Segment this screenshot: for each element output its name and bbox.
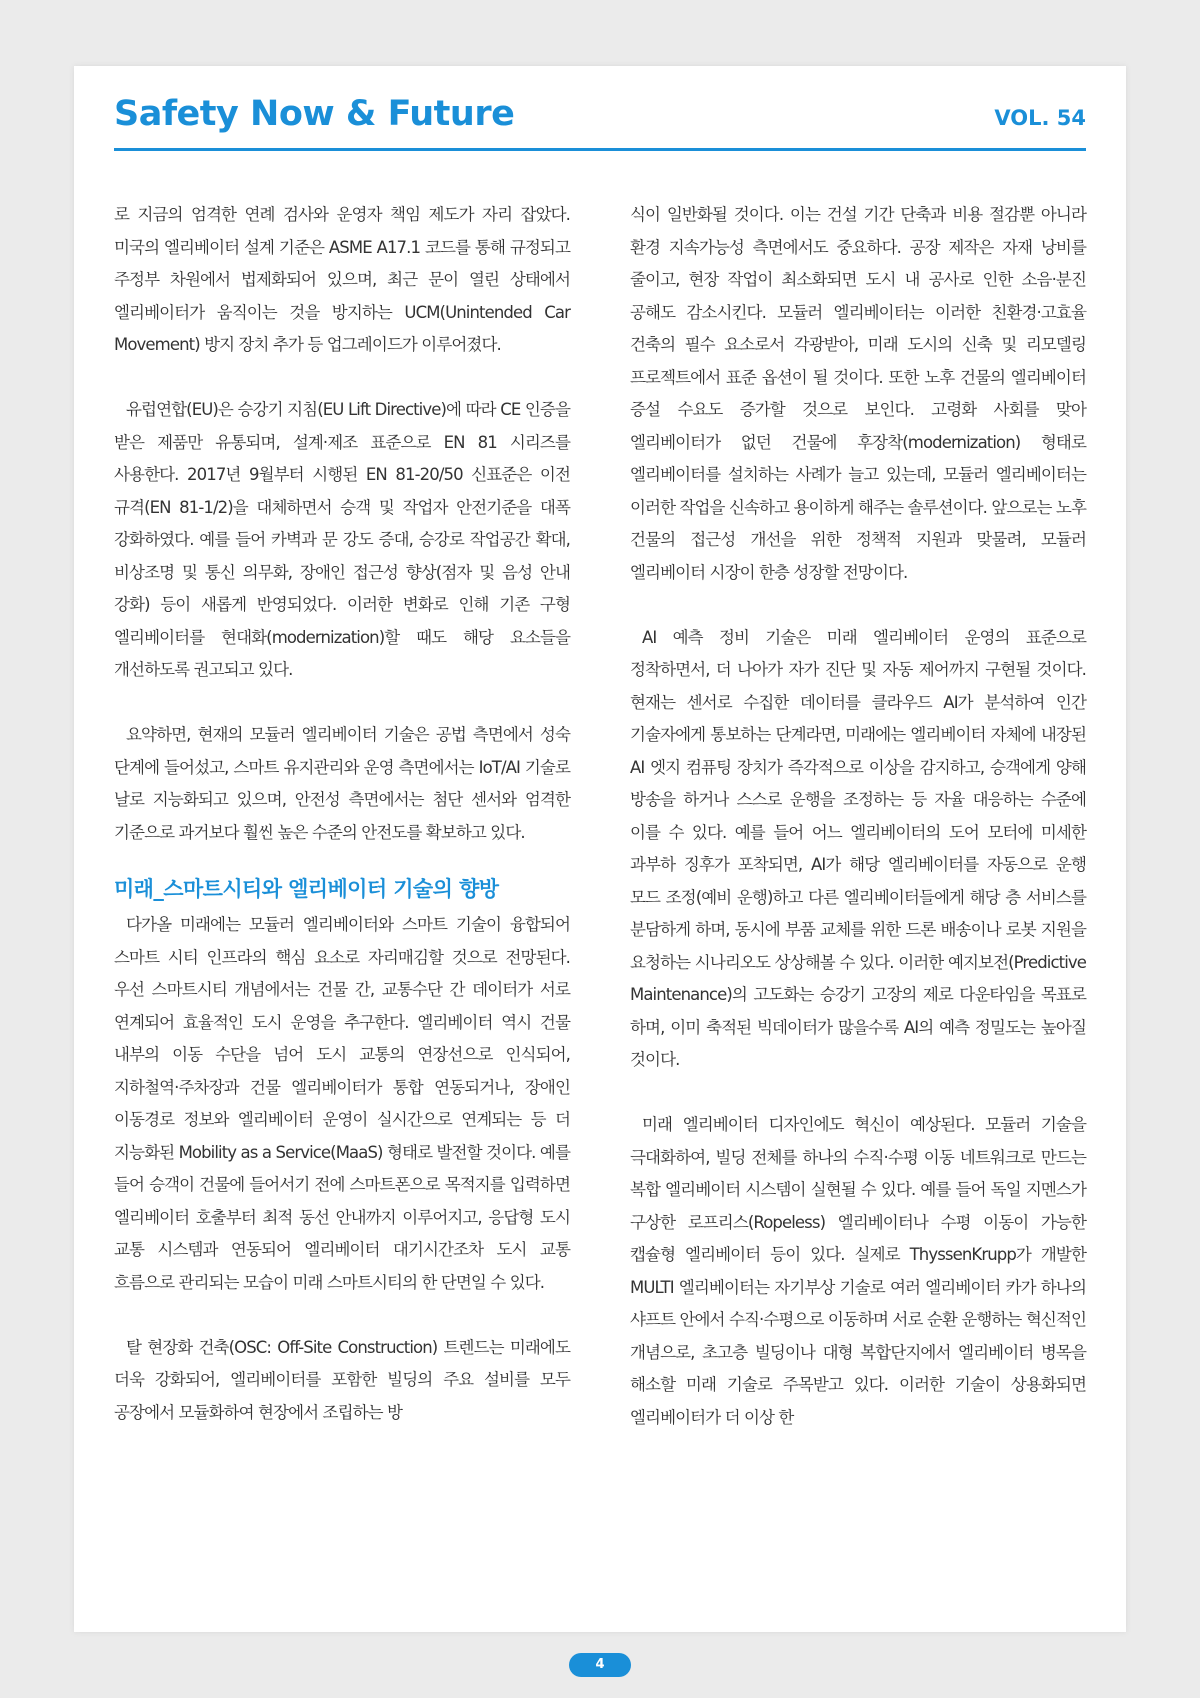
magazine-title: Safety Now & Future: [114, 94, 515, 134]
left-column: [114, 199, 570, 1462]
section-heading: 미래_스마트시티와 엘리베이터 기술의 향방: [114, 877, 499, 901]
paragraph: 로 지금의 엄격한 연례 검사와 운영자 책임 제도가 자리 잡았다. 미국의 엘리베이터 설계 기준은 ASME A17.1 코드를 통해 규정되고 주정부 차원에서 법제화되어 있으며, 최근 문이 열린 상태에서 엘리베이터가 움직이는 것을 방지하는 UCM(Unintended Car Movement) 방지 장치 추가 등 업그레이드가 이루어졌다.: [114, 205, 570, 354]
volume-label: VOL. 54: [994, 106, 1086, 130]
paragraph: 식이 일반화될 것이다. 이는 건설 기간 단축과 비용 절감뿐 아니라 환경 지속가능성 측면에서도 중요하다. 공장 제작은 자재 낭비를 줄이고, 현장 작업이 최소화되면 도시 내 공사로 인한 소음·분진 공해도 감소시킨다. 모듈러 엘리베이터는 이러한 친환경·고효율 건축의 필수 요소로서 각광받아, 미래 도시의 신축 및 리모델링 프로젝트에서 표준 옵션이 될 것이다. 또한 노후 건물의 엘리베이터 증설 수요도 증가할 것으로 보인다. 고령화 사회를 맞아 엘리베이터가 없던 건물에 후장착(modernization) 형태로 엘리베이터를 설치하는 사례가 늘고 있는데, 모듈러 엘리베이터는 이러한 작업을 신속하고 용이하게 해주는 솔루션이다. 앞으로는 노후 건물의 접근성 개선을 위한 정책적 지원과 맞물려, 모듈러 엘리베이터 시장이 한층 성장할 전망이다.: [630, 205, 1086, 582]
paragraph: 유럽연합(EU)은 승강기 지침(EU Lift Directive)에 따라 CE 인증을 받은 제품만 유통되며, 설계·제조 표준으로 EN 81 시리즈를 사용한다. 2017년 9월부터 시행된 EN 81-20/50 신표준은 이전 규격(EN 81-1/2)을 대체하면서 승객 및 작업자 안전기준을 대폭 강화하였다. 예를 들어 카벽과 문 강도 증대, 승강로 작업공간 확대, 비상조명 및 통신 의무화, 장애인 접근성 향상(점자 및 음성 안내 강화) 등이 새롭게 반영되었다. 이러한 변화로 인해 기존 구형 엘리베이터를 현대화(modernization)할 때도 해당 요소들을 개선하도록 권고되고 있다.: [114, 400, 570, 679]
document-page: [74, 66, 1126, 1632]
paragraph: 요약하면, 현재의 모듈러 엘리베이터 기술은 공법 측면에서 성숙 단계에 들어섰고, 스마트 유지관리와 운영 측면에서는 IoT/AI 기술로 날로 지능화되고 있으며, 안전성 측면에서는 첨단 센서와 엄격한 기준으로 과거보다 훨씬 높은 수준의 안전도를 확보하고 있다.: [114, 725, 570, 842]
right-column: [630, 199, 1086, 1467]
paragraph: 탈 현장화 건축(OSC: Off-Site Construction) 트렌드는 미래에도 더욱 강화되어, 엘리베이터를 포함한 빌딩의 주요 설비를 모두 공장에서 모듈화하여 현장에서 조립하는 방: [114, 1337, 570, 1422]
paragraph: 다가올 미래에는 모듈러 엘리베이터와 스마트 기술이 융합되어 스마트 시티 인프라의 핵심 요소로 자리매김할 것으로 전망된다. 우선 스마트시티 개념에서는 건물 간, 교통수단 간 데이터가 서로 연계되어 효율적인 도시 운영을 추구한다. 엘리베이터 역시 건물 내부의 이동 수단을 넘어 도시 교통의 연장선으로 인식되어, 지하철역·주차장과 건물 엘리베이터가 통합 연동되거나, 장애인 이동경로 정보와 엘리베이터 운영이 실시간으로 연계되는 등 더 지능화된 Mobility as a Service(MaaS) 형태로 발전할 것이다. 예를 들어 승객이 건물에 들어서기 전에 스마트폰으로 목적지를 입력하면 엘리베이터 호출부터 최적 동선 안내까지 이루어지고, 응답형 도시 교통 시스템과 연동되어 엘리베이터 대기시간조차 도시 교통 흐름으로 관리되는 모습이 미래 스마트시티의 한 단면일 수 있다.: [114, 915, 570, 1292]
page-number-badge: 4: [569, 1653, 631, 1677]
paragraph: AI 예측 정비 기술은 미래 엘리베이터 운영의 표준으로 정착하면서, 더 나아가 자가 진단 및 자동 제어까지 구현될 것이다. 현재는 센서로 수집한 데이터를 클라우드 AI가 분석하여 인간 기술자에게 통보하는 단계라면, 미래에는 엘리베이터 자체에 내장된 AI 엣지 컴퓨팅 장치가 즉각적으로 이상을 감지하고, 승객에게 양해 방송을 하거나 스스로 운행을 조정하는 등 자율 대응하는 수준에 이를 수 있다. 예를 들어 어느 엘리베이터의 도어 모터에 미세한 과부하 징후가 포착되면, AI가 해당 엘리베이터를 자동으로 운행 모드 조정(예비 운행)하고 다른 엘리베이터들에게 해당 층 서비스를 분담하게 하며, 동시에 부품 교체를 위한 드론 배송이나 로봇 지원을 요청하는 시나리오도 상상해볼 수 있다. 이러한 예지보전(Predictive Maintenance)의 고도화는 승강기 고장의 제로 다운타임을 목표로 하며, 이미 축적된 빅데이터가 많을수록 AI의 예측 정밀도는 높아질 것이다.: [630, 627, 1086, 1069]
paragraph: 미래 엘리베이터 디자인에도 혁신이 예상된다. 모듈러 기술을 극대화하여, 빌딩 전체를 하나의 수직·수평 이동 네트워크로 만드는 복합 엘리베이터 시스템이 실현될 수 있다. 예를 들어 독일 지멘스가 구상한 로프리스(Ropeless) 엘리베이터나 수평 이동이 가능한 캡슐형 엘리베이터 등이 있다. 실제로 ThyssenKrupp가 개발한 MULTI 엘리베이터는 자기부상 기술로 여러 엘리베이터 카가 하나의 샤프트 안에서 수직·수평으로 이동하며 서로 순환 운행하는 혁신적인 개념으로, 초고층 빌딩이나 대형 복합단지에서 엘리베이터 병목을 해소할 미래 기술로 주목받고 있다. 이러한 기술이 상용화되면 엘리베이터가 더 이상 한: [630, 1115, 1086, 1427]
page-header: [114, 90, 1086, 151]
